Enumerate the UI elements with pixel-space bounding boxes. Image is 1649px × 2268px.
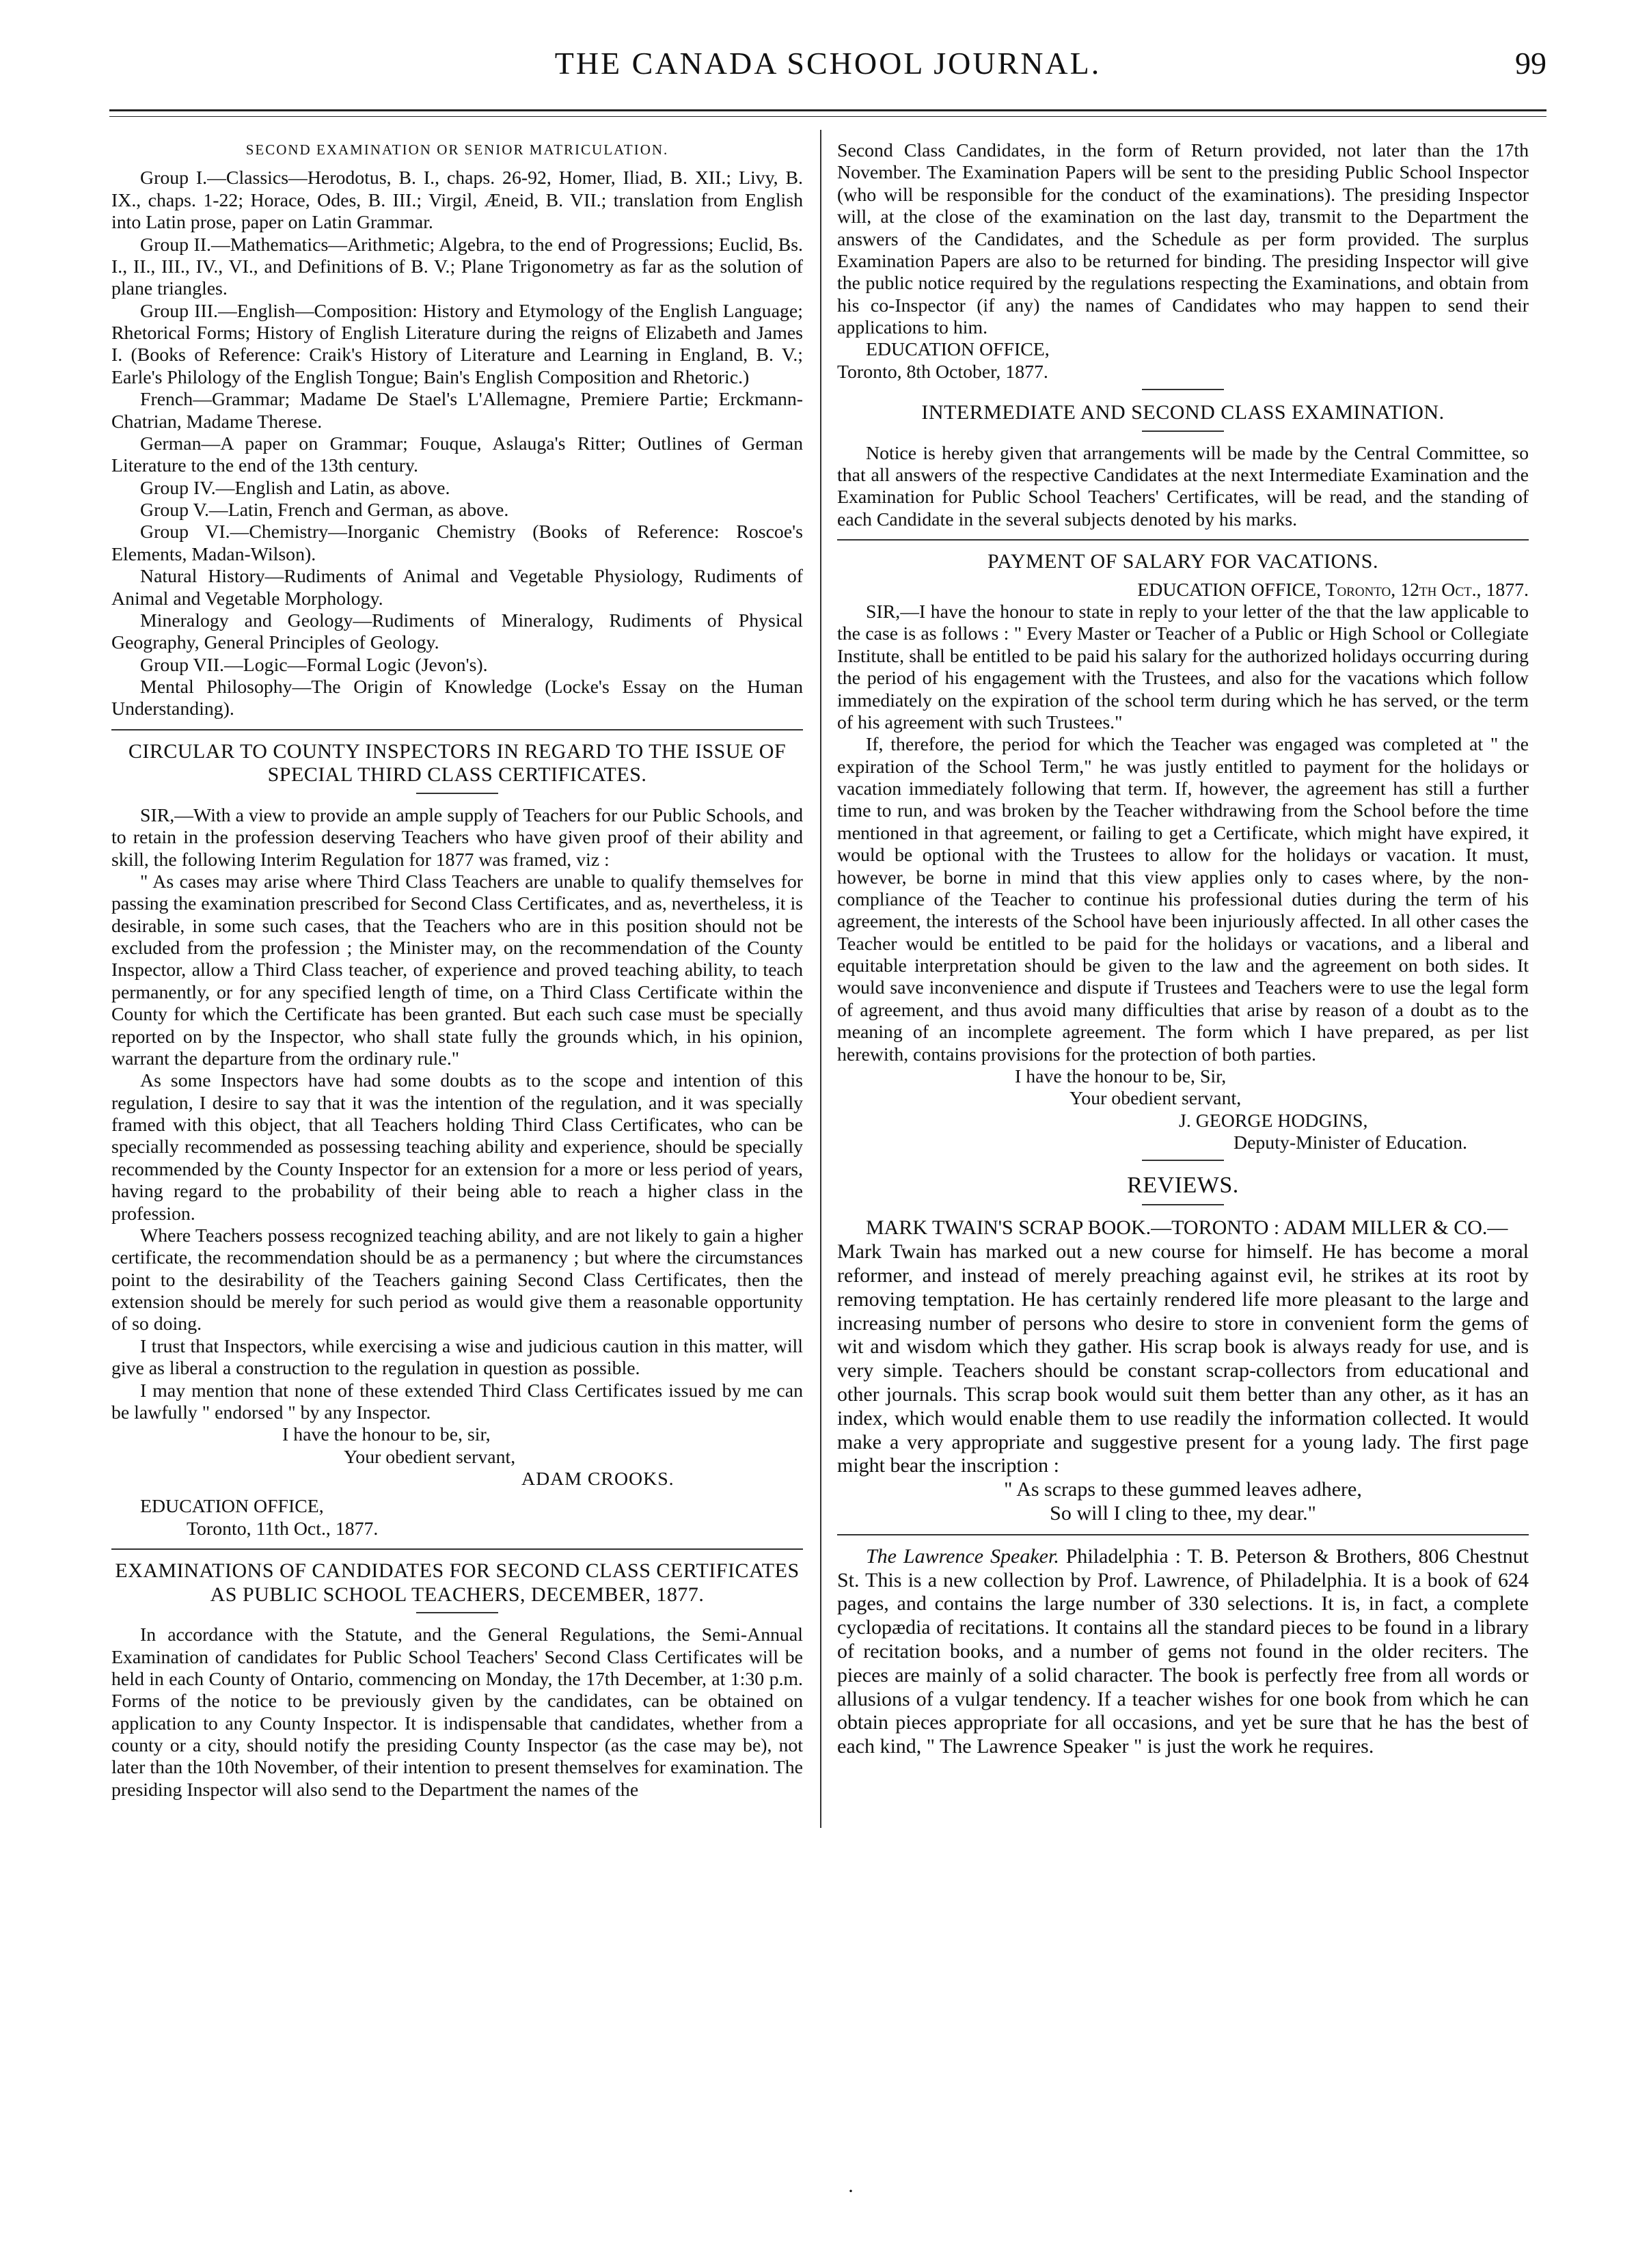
circular-heading: CIRCULAR TO COUNTY INSPECTORS IN REGARD TO THE ISSUE OF SPECIAL THIRD CLASS CERTIFICATES. [128,739,787,787]
header-rule-thin [109,116,1546,117]
heading-rule [1142,389,1224,390]
exam-group: Group II.—Mathematics—Arithmetic; Algebra, to the end of Progressions; Euclid, Bs. I., II., III., IV., VI., and Definitions of B. V.; Plane Trigonometry as far as the solution of plane triangles. [111,234,803,300]
heading-rule [1142,1160,1224,1161]
circular-closing: I have the honour to be, sir, [282,1424,491,1446]
continued-paragraph: Second Class Candidates, in the form of Return provided, not later than the 17th November. The Examination Papers will be sent to the presiding Public School Inspector (who will be responsible for the conduct of the examinations). The presiding Inspector will, at the close of the examination on the last day, transmit to the Department the answers of the Candidates, and the Schedule as per form provided. The surplus Examination Papers are also to be returned for binding. The presiding Inspector will give the public notice required by the regulations respecting the Examinations, and obtain from his co-Inspector (if any) the names of Candidates who may happen to send their applications to him. [837,140,1529,338]
review-lawrence-speaker [837,1545,1529,1759]
exam-group: German—A paper on Grammar; Fouque, Aslauga's Ritter; Outlines of German Literature to the end of the 13th century. [111,433,803,477]
heading-rule [416,793,498,794]
review-quote-line: " As scraps to these gummed leaves adhere, [1004,1478,1362,1501]
salary-signer: J. GEORGE HODGINS, [1179,1110,1368,1132]
review-lead: MARK TWAIN'S SCRAP BOOK.—TORONTO : ADAM MILLER & CO.— [866,1216,1508,1240]
circular-date: Toronto, 11th Oct., 1877. [187,1518,379,1540]
exam-group: Mental Philosophy—The Origin of Knowledge (Locke's Essay on the Human Understanding). [111,677,803,720]
heading-rule [1142,431,1224,432]
column-divider [820,130,821,1828]
salary-dateline: EDUCATION OFFICE, Toronto, 12th Oct., 1877. [1137,579,1529,601]
salary-paragraph: If, therefore, the period for which the Teacher was engaged was completed at " the expiration of the School Term," he was justly entitled to payment for the holidays or vacation immediately following that term. If, however, the agreement has still a further time to run, and was broken by the Teacher withdrawing from the School before the time mentioned in that agreement, or failing to get a Certificate, which might have expired, it would be optional with the Trustees to allow for the holidays or vacation. It must, however, be borne in mind that this view applies only to cases where, by the non-compliance of the Teacher to continue his professional duties during the term of his agreement, the interests of the School have been injuriously affected. In all other cases the Teacher would be entitled to be paid for the holidays or vacations, and a liberal and equitable interpretation should be given to the law and the agreement on both sides. It would save inconvenience and dispute if Trustees and Teachers were to use the legal form of agreement, and thus avoid many difficulties that arise by reason of a doubt as to the meaning of an incomplete agreement. The form which I have prepared, as per list herewith, contains provisions for the protection of both parties. [837,734,1529,1065]
exam-group: Group III.—English—Composition: History and Etymology of the English Language; Rhetorical Forms; History of English Literature during the reigns of Elizabeth and James I. (Books of Reference: Craik's History of Literature and Learning in England, B. V.; Earle's Philology of the English Tongue; Bain's English Composition and Rhetoric.) [111,300,803,388]
intermediate-heading: INTERMEDIATE AND SECOND CLASS EXAMINATION. [921,401,1445,424]
page-number: 99 [1515,46,1546,81]
journal-title: THE CANADA SCHOOL JOURNAL. [554,46,1102,81]
circular-paragraph: As some Inspectors have had some doubts as to the scope and intention of this regulation, I desire to say that it was the intention of the regulation, and it was specially framed with this object, that all Teachers holding Third Class Certificates, who can be specially recommended as possessing teaching ability and experience, should be specially recommended by the County Inspector for an extension for a more or less period of years, having regard to the probability of their being able to reach a higher class in the profession. [111,1070,803,1225]
exam-group: Group I.—Classics—Herodotus, B. I., chaps. 26-92, Homer, Iliad, B. XII.; Livy, B. IX., chaps. 1-22; Horace, Odes, B. III.; Virgil, Æneid, B. VII.; translation from English into Latin prose, paper on Latin Grammar. [111,167,803,234]
exam-group: Group VI.—Chemistry—Inorganic Chemistry (Books of Reference: Roscoe's Elements, Madan-Wilson). [111,521,803,565]
section-rule [837,1534,1529,1535]
section-rule [111,1548,803,1550]
exam-group: French—Grammar; Madame De Stael's L'Allemagne, Premiere Partie; Erckmann-Chatrian, Madame Therese. [111,389,803,433]
exam-group: Group V.—Latin, French and German, as above. [140,500,509,521]
exam-group: Group IV.—English and Latin, as above. [140,477,450,499]
circular-office: EDUCATION OFFICE, [140,1496,324,1518]
salary-servant: Your obedient servant, [1069,1088,1242,1110]
salary-heading: PAYMENT OF SALARY FOR VACATIONS. [987,550,1378,573]
header-rule [109,109,1546,111]
reviews-heading: REVIEWS. [1127,1173,1239,1199]
review-book-title: The Lawrence Speaker. [866,1544,1059,1568]
section-heading-matriculation: SECOND EXAMINATION OR SENIOR MATRICULATION. [245,141,669,158]
review-body: Mark Twain has marked out a new course for himself. He has become a moral reformer, and instead of merely preaching against evil, he strikes at its root by removing temptation. He has certainly rendered life more pleasant to the large and increasing number of persons who desire to store in convenient form the gems of wit and wisdom which they gather. His scrap book is always ready for use, and is very simple. Teachers should be constant scrap-collectors from educational and other journals. This scrap book would suit them better than any other, as it has an index, which would enable them to use readily the information collected. It would make a very appropriate and suggestive present for a young lady. The first page might bear the inscription : [837,1240,1529,1477]
salary-closing: I have the honour to be, Sir, [1015,1065,1227,1087]
heading-rule [1142,1204,1224,1205]
circular-paragraph: " As cases may arise where Third Class Teachers are unable to qualify themselves for passing the examination prescribed for Second Class Certificates, and as, nevertheless, it is desirable, in some such cases, that the Teachers who are in this position should not be excluded from the profession ; the Minister may, on the recommendation of the County Inspector, allow a Third Class teacher, of experience and proved teaching ability, to teach permanently, or for any specified length of time, on a Third Class Certificate within the County for which the Certificate has been granted. But each such case must be specially reported on by the Inspector, who shall state fully the grounds which, in his opinion, warrant the departure from the ordinary rule." [111,871,803,1069]
continued-date: Toronto, 8th October, 1877. [837,361,1048,383]
printer-mark: · [847,2180,854,2202]
circular-paragraph: Where Teachers possess recognized teaching ability, and are not likely to gain a higher certificate, the recommendation should be as a permanency ; but where the circumstances point to the desirability of the Teachers gaining Second Class Certificates, then the extension should be merely for such period as would give them a reasonable opportunity of so doing. [111,1225,803,1335]
left-column [111,140,803,1801]
section-rule [111,729,803,730]
salary-paragraph: SIR,—I have the honour to state in reply to your letter of the that the law applicable to the case is as follows : " Every Master or Teacher of a Public or High School or Collegiate Institute, shall be entitled to be paid his salary for the authorized holidays occurring during the period of his engagement with the Trustees, and also for the vacations which follow immediately on the expiration of the school term during which he has served, or the term of his agreement with such Trustees." [837,601,1529,733]
heading-rule [416,1612,498,1613]
section-rule [837,539,1529,541]
exams-heading: EXAMINATIONS OF CANDIDATES FOR SECOND CLASS CERTIFICATES AS PUBLIC SCHOOL TEACHERS, DECEMBER, 1877. [115,1559,800,1606]
exam-group: Natural History—Rudiments of Animal and Vegetable Physiology, Rudiments of Animal and Vegetable Morphology. [111,566,803,610]
continued-office: EDUCATION OFFICE, [866,339,1050,361]
exam-group: Group VII.—Logic—Formal Logic (Jevon's). [140,654,488,676]
intermediate-paragraph: Notice is hereby given that arrangements will be made by the Central Committee, so that all answers of the respective Candidates at the next Intermediate Examination and the Examination for Public School Teachers' Certificates, will be read, and the standing of each Candidate in the several subjects denoted by his marks. [837,442,1529,530]
exam-groups [111,167,803,720]
review-body: Philadelphia : T. B. Peterson & Brothers, 806 Chestnut St. This is a new collection by Prof. Lawrence, of Philadelphia. It is a book of 624 pages, and contains the large number of 330 selections. It is, in fact, a complete cyclopædia of recitations. It contains all the standard pieces to be found in a library of recitation books, and a number of gems not found in the older reciters. The pieces are mainly of a solid character. The book is perfectly free from all words or allusions of a vulgar tendency. If a teacher wishes for one book from which he can obtain pieces appropriate for all occasions, and yet be sure that he has the best of each kind, " The Lawrence Speaker " is just the work he requires. [837,1544,1529,1758]
circular-paragraph: SIR,—With a view to provide an ample supply of Teachers for our Public Schools, and to retain in the profession deserving Teachers who have given proof of their ability and skill, the following Interim Regulation for 1877 was framed, viz : [111,804,803,871]
circular-signer: ADAM CROOKS. [521,1468,674,1490]
circular-paragraph: I trust that Inspectors, while exercising a wise and judicious caution in this matter, will give as liberal a construction to the regulation in question as possible. [111,1335,803,1380]
review-quote-line: So will I cling to thee, my dear." [1050,1502,1316,1525]
right-column [837,140,1529,1759]
exams-paragraph: In accordance with the Statute, and the General Regulations, the Semi-Annual Examination of candidates for Public School Teachers' Second Class Certificates will be held in each County of Ontario, commencing on Monday, the 17th December, at 1:30 p.m. Forms of the notice to be previously given by the candidates, can be obtained on application to any County Inspector. It is indispensable that candidates, whether from a county or a city, should notify the presiding County Inspector (as the case may be), not later than the 10th November, of their intention to present themselves for examination. The presiding Inspector will also send to the Department the names of the [111,1624,803,1801]
salary-title: Deputy-Minister of Education. [1234,1132,1467,1153]
page-header [109,36,1546,90]
review-mark-twain [837,1216,1529,1525]
circular-servant: Your obedient servant, [344,1446,516,1468]
exam-group: Mineralogy and Geology—Rudiments of Mineralogy, Rudiments of Physical Geography, General Principles of Geology. [111,610,803,654]
circular-paragraph: I may mention that none of these extended Third Class Certificates issued by me can be lawfully " endorsed " by any Inspector. [111,1380,803,1423]
